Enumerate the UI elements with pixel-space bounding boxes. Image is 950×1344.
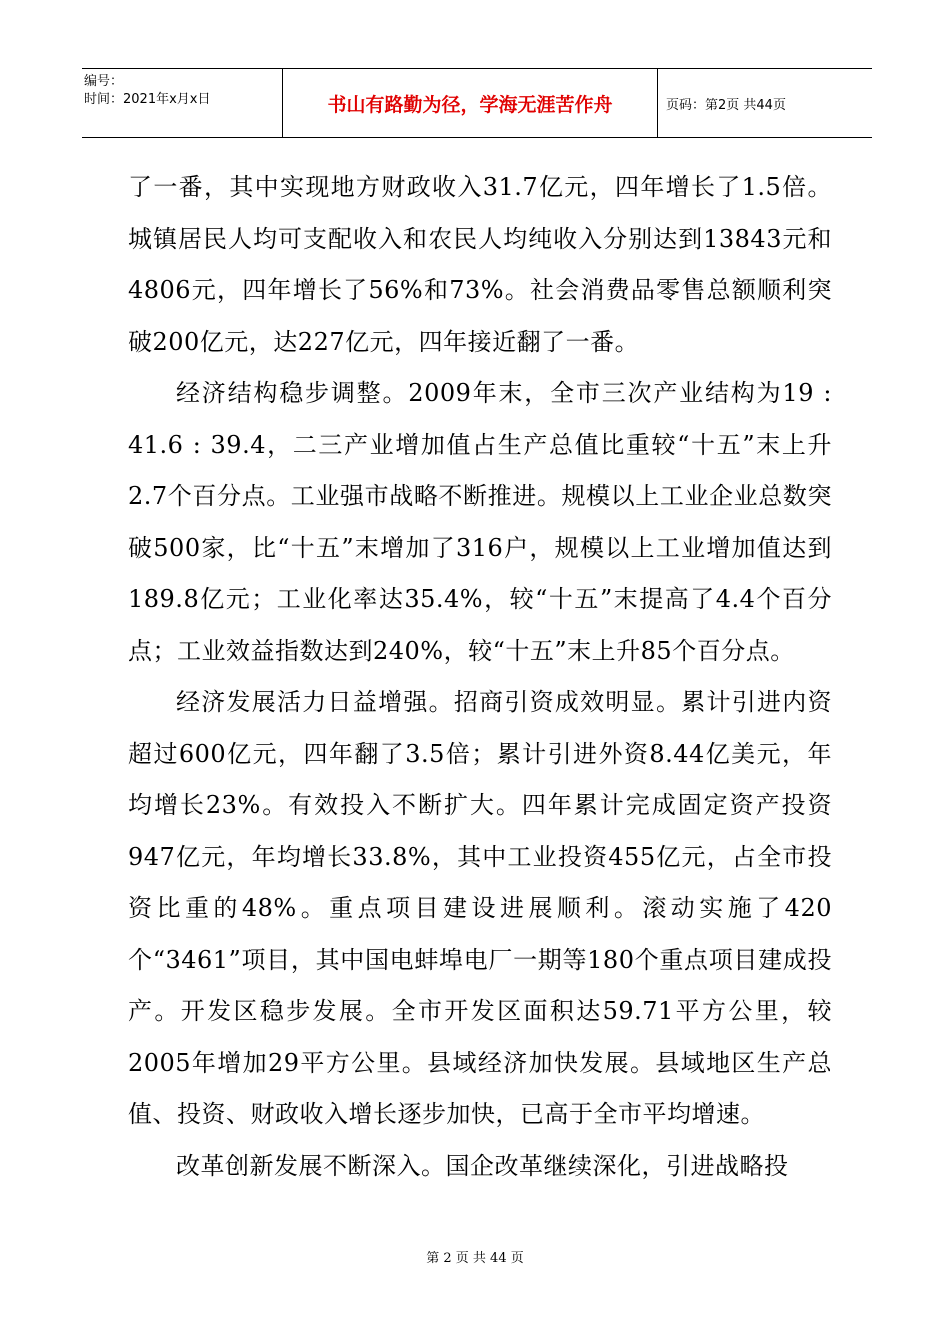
paragraph-reform-innovation: 改革创新发展不断深入。国企改革继续深化，引进战略投: [176, 1151, 789, 1180]
header-motto: 书山有路勤为径，学海无涯苦作舟: [283, 69, 658, 137]
page-footer: 第 2 页 共 44 页: [426, 1251, 524, 1266]
document-body: [128, 162, 832, 1192]
time-label: 时间：2021年x月x日: [84, 92, 211, 107]
header-meta: [82, 69, 283, 137]
paragraph-economic-structure: 经济结构稳步调整。2009年末，全市三次产业结构为19 : 41.6 : 39.4，二三产业增加值占生产总值比重较“十五”末上升2.7个百分点。工业强市战略不断推进。规模以上工业企业总数突破500家，比“十五”末增加了316户，规模以上工业增加值达到189.8亿元；工业化率达35.4%，较“十五”末提高了4.4个百分点；工业效益指数达到240%，较“十五”末上升85个百分点。: [128, 379, 832, 665]
paragraph-economic-vitality: 经济发展活力日益增强。招商引资成效明显。累计引进内资超过600亿元，四年翻了3.5倍；累计引进外资8.44亿美元，年均增长23%。有效投入不断扩大。四年累计完成固定资产投资947亿元，年均增长33.8%，其中工业投资455亿元，占全市投资比重的48%。重点项目建设进展顺利。滚动实施了420个“3461”项目，其中国电蚌埠电厂一期等180个重点项目建成投产。开发区稳步发展。全市开发区面积达59.71平方公里，较2005年增加29平方公里。县域经济加快发展。县域地区生产总值、投资、财政收入增长逐步加快，已高于全市平均增速。: [128, 688, 832, 1128]
number-label: 编号：: [84, 74, 124, 89]
page-header: [82, 68, 872, 138]
header-page-info: 页码：第2页 共44页: [666, 97, 786, 113]
paragraph-continuation: 了一番，其中实现地方财政收入31.7亿元，四年增长了1.5倍。城镇居民人均可支配收入和农民人均纯收入分别达到13843元和4806元，四年增长了56%和73%。社会消费品零售总额顺利突破200亿元，达227亿元，四年接近翻了一番。: [128, 173, 832, 356]
